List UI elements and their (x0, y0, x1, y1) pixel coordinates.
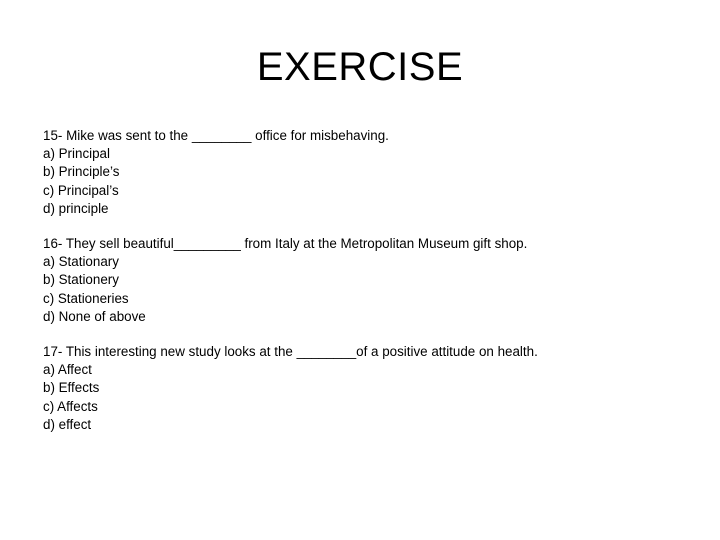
question-17 (43, 343, 683, 434)
page-title: EXERCISE (256, 45, 464, 89)
question-16 (43, 235, 683, 326)
question-prompt: 15- Mike was sent to the ________ office for misbehaving. (43, 128, 389, 143)
answer-option-b: b) Stationery (43, 272, 119, 288)
question-prompt: 17- This interesting new study looks at the ________of a positive attitude on health. (43, 344, 538, 359)
answer-option-a: a) Affect (43, 362, 92, 378)
answer-option-a: a) Stationary (43, 254, 119, 270)
answer-option-b: b) Effects (43, 380, 100, 396)
question-15 (43, 127, 683, 218)
answer-option-d: d) None of above (43, 308, 146, 324)
answer-option-b: b) Principle’s (43, 164, 120, 180)
answer-option-c: c) Principal’s (43, 182, 119, 198)
answer-option-d: d) principle (43, 200, 109, 216)
answer-option-c: c) Stationeries (43, 290, 129, 306)
answer-option-a: a) Principal (43, 146, 110, 162)
question-prompt: 16- They sell beautiful_________ from Italy at the Metropolitan Museum gift shop. (43, 236, 528, 251)
answer-option-d: d) effect (43, 416, 92, 432)
answer-option-c: c) Affects (43, 398, 98, 414)
